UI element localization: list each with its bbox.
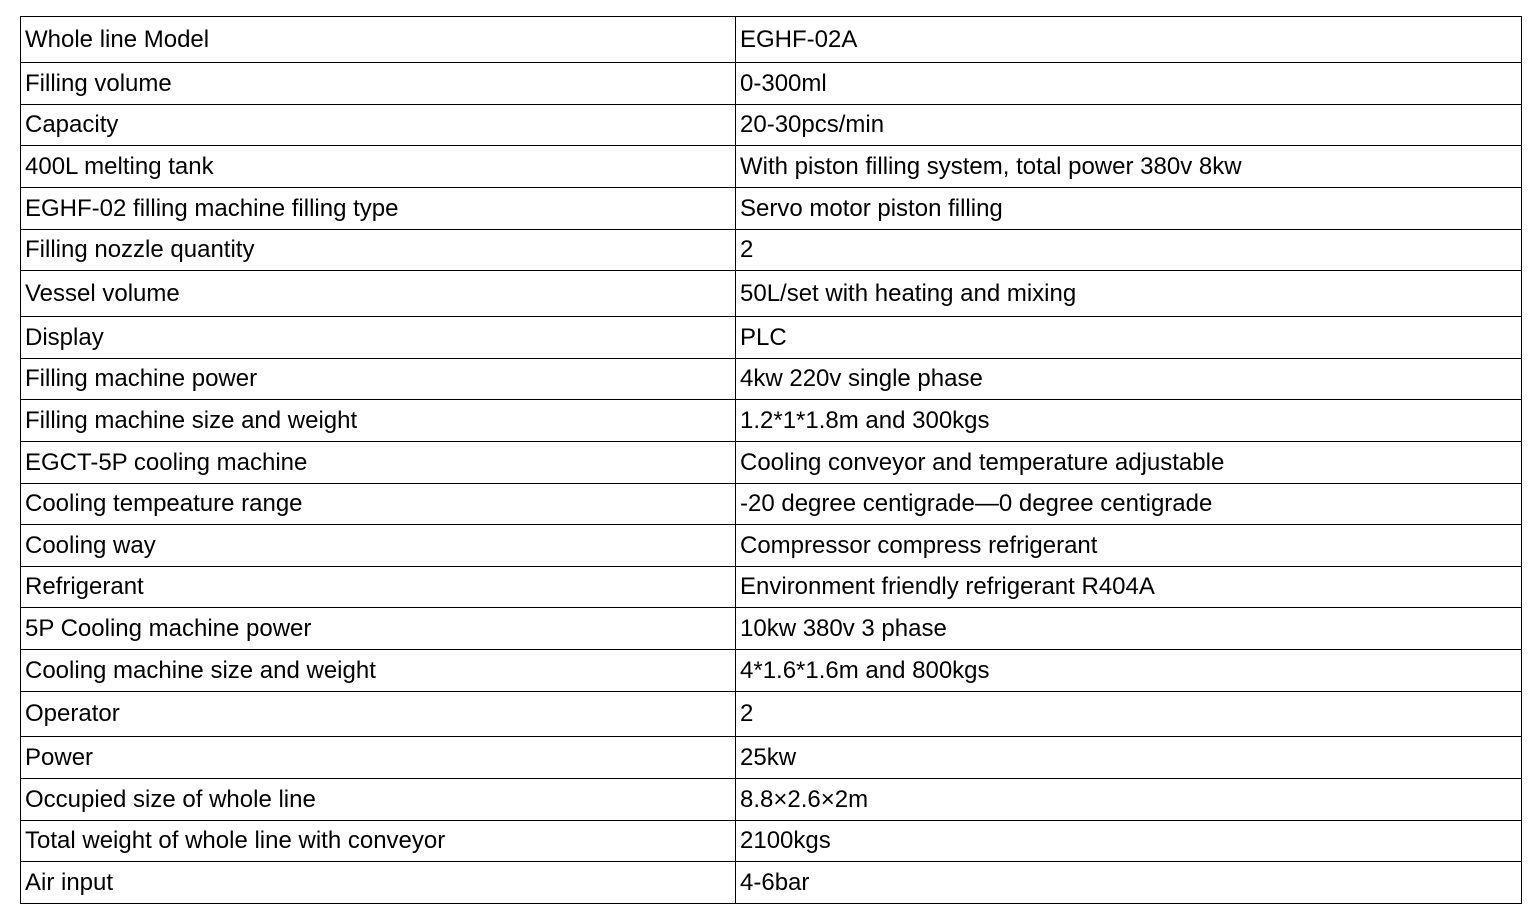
- value-cell: Servo motor piston filling: [736, 188, 1522, 230]
- table-row: [21, 442, 1522, 484]
- param-cell: Refrigerant: [21, 567, 736, 608]
- value-cell: 2100kgs: [736, 821, 1522, 862]
- value-cell: 1.2*1*1.8m and 300kgs: [736, 400, 1522, 442]
- table-row: [21, 484, 1522, 525]
- cropped-heading: [620, 0, 950, 4]
- param-cell: EGCT-5P cooling machine: [21, 442, 736, 484]
- spec-table: [20, 16, 1522, 904]
- table-row: [21, 862, 1522, 904]
- table-row: [21, 188, 1522, 230]
- table-row: [21, 400, 1522, 442]
- param-cell: Capacity: [21, 105, 736, 146]
- param-cell: Total weight of whole line with conveyor: [21, 821, 736, 862]
- value-cell: 4-6bar: [736, 862, 1522, 904]
- table-row: [21, 359, 1522, 400]
- param-cell: Occupied size of whole line: [21, 779, 736, 821]
- value-cell: 4kw 220v single phase: [736, 359, 1522, 400]
- value-cell: 2: [736, 230, 1522, 271]
- param-cell: Operator: [21, 692, 736, 737]
- table-row: [21, 525, 1522, 567]
- value-cell: 8.8×2.6×2m: [736, 779, 1522, 821]
- value-cell: 50L/set with heating and mixing: [736, 271, 1522, 317]
- value-cell: -20 degree centigrade—0 degree centigrade: [736, 484, 1522, 525]
- table-row: [21, 17, 1522, 63]
- param-cell: 5P Cooling machine power: [21, 608, 736, 650]
- value-cell: 25kw: [736, 737, 1522, 779]
- param-cell: EGHF-02 filling machine filling type: [21, 188, 736, 230]
- value-cell: PLC: [736, 317, 1522, 359]
- spec-table-body: [21, 17, 1522, 904]
- table-row: [21, 608, 1522, 650]
- table-row: [21, 779, 1522, 821]
- param-cell: Cooling machine size and weight: [21, 650, 736, 692]
- value-cell: Environment friendly refrigerant R404A: [736, 567, 1522, 608]
- param-cell: Power: [21, 737, 736, 779]
- param-cell: Cooling tempeature range: [21, 484, 736, 525]
- table-row: [21, 271, 1522, 317]
- table-row: [21, 63, 1522, 105]
- table-row: [21, 821, 1522, 862]
- value-cell: EGHF-02A: [736, 17, 1522, 63]
- param-cell: Filling machine size and weight: [21, 400, 736, 442]
- table-row: [21, 146, 1522, 188]
- param-cell: Cooling way: [21, 525, 736, 567]
- param-cell: Air input: [21, 862, 736, 904]
- table-row: [21, 567, 1522, 608]
- table-row: [21, 230, 1522, 271]
- value-cell: 4*1.6*1.6m and 800kgs: [736, 650, 1522, 692]
- param-cell: Whole line Model: [21, 17, 736, 63]
- value-cell: 0-300ml: [736, 63, 1522, 105]
- table-row: [21, 650, 1522, 692]
- value-cell: 2: [736, 692, 1522, 737]
- table-row: [21, 317, 1522, 359]
- table-row: [21, 737, 1522, 779]
- table-row: [21, 692, 1522, 737]
- param-cell: Vessel volume: [21, 271, 736, 317]
- value-cell: 20-30pcs/min: [736, 105, 1522, 146]
- value-cell: 10kw 380v 3 phase: [736, 608, 1522, 650]
- param-cell: 400L melting tank: [21, 146, 736, 188]
- param-cell: Filling nozzle quantity: [21, 230, 736, 271]
- param-cell: Filling machine power: [21, 359, 736, 400]
- value-cell: Cooling conveyor and temperature adjustable: [736, 442, 1522, 484]
- table-row: [21, 105, 1522, 146]
- value-cell: Compressor compress refrigerant: [736, 525, 1522, 567]
- param-cell: Filling volume: [21, 63, 736, 105]
- param-cell: Display: [21, 317, 736, 359]
- value-cell: With piston filling system, total power 380v 8kw: [736, 146, 1522, 188]
